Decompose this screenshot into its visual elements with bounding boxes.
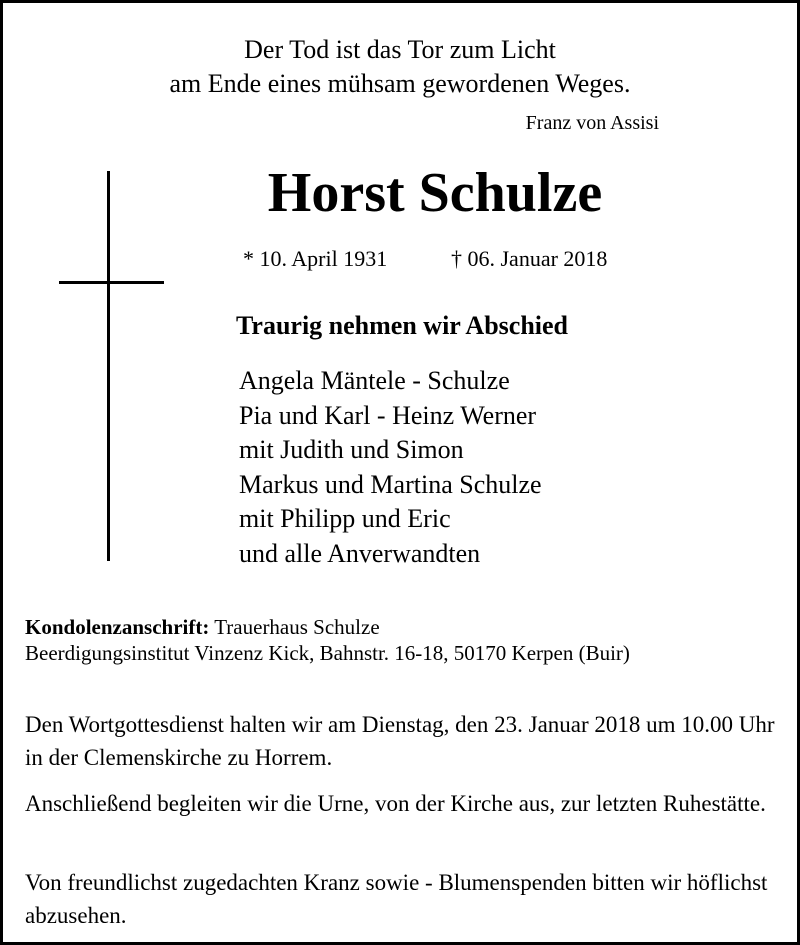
condolence-label: Kondolenzanschrift:: [25, 615, 210, 639]
mourner-item: Markus und Martina Schulze: [239, 469, 542, 499]
quote-line-2: am Ende eines mühsam gewordenen Weges.: [169, 69, 631, 98]
birth-date: * 10. April 1931: [243, 246, 388, 271]
mourner-item: Pia und Karl - Heinz Werner: [239, 400, 537, 430]
condolence-house: Trauerhaus Schulze: [209, 615, 380, 639]
mourners-list: [239, 364, 542, 571]
condolence-line-1: [25, 614, 630, 640]
deceased-name: Horst Schulze: [267, 162, 603, 224]
mourner-item: mit Philipp und Eric: [239, 504, 451, 533]
mourner-item: Angela Mäntele - Schulze: [239, 366, 510, 395]
mourner-item: mit Judith und Simon: [239, 435, 464, 464]
cross-horizontal-bar: [59, 281, 164, 284]
mourner-item: und alle Anverwandten: [239, 538, 481, 568]
service-paragraph: Den Wortgottesdienst halten wir am Dienstag, den 23. Januar 2018 um 10.00 Uhr in der Clemenskirche zu Horrem.: [25, 712, 775, 770]
flowers-paragraph: Von freundlichst zugedachten Kranz sowie - Blumenspenden bitten wir höflichst abzusehen.: [25, 870, 768, 928]
condolence-address: [25, 614, 630, 666]
quote-line-1: Der Tod ist das Tor zum Licht: [244, 35, 556, 64]
quote-author: Franz von Assisi: [525, 112, 659, 134]
condolence-line-2: Beerdigungsinstitut Vinzenz Kick, Bahnstr. 16-18, 50170 Kerpen (Buir): [25, 641, 630, 665]
farewell-heading: Traurig nehmen wir Abschied: [236, 311, 569, 340]
death-date: † 06. Januar 2018: [451, 246, 608, 271]
cross-vertical-bar: [107, 171, 110, 561]
burial-paragraph: Anschließend begleiten wir die Urne, von der Kirche aus, zur letzten Ruhestätte.: [25, 791, 766, 816]
